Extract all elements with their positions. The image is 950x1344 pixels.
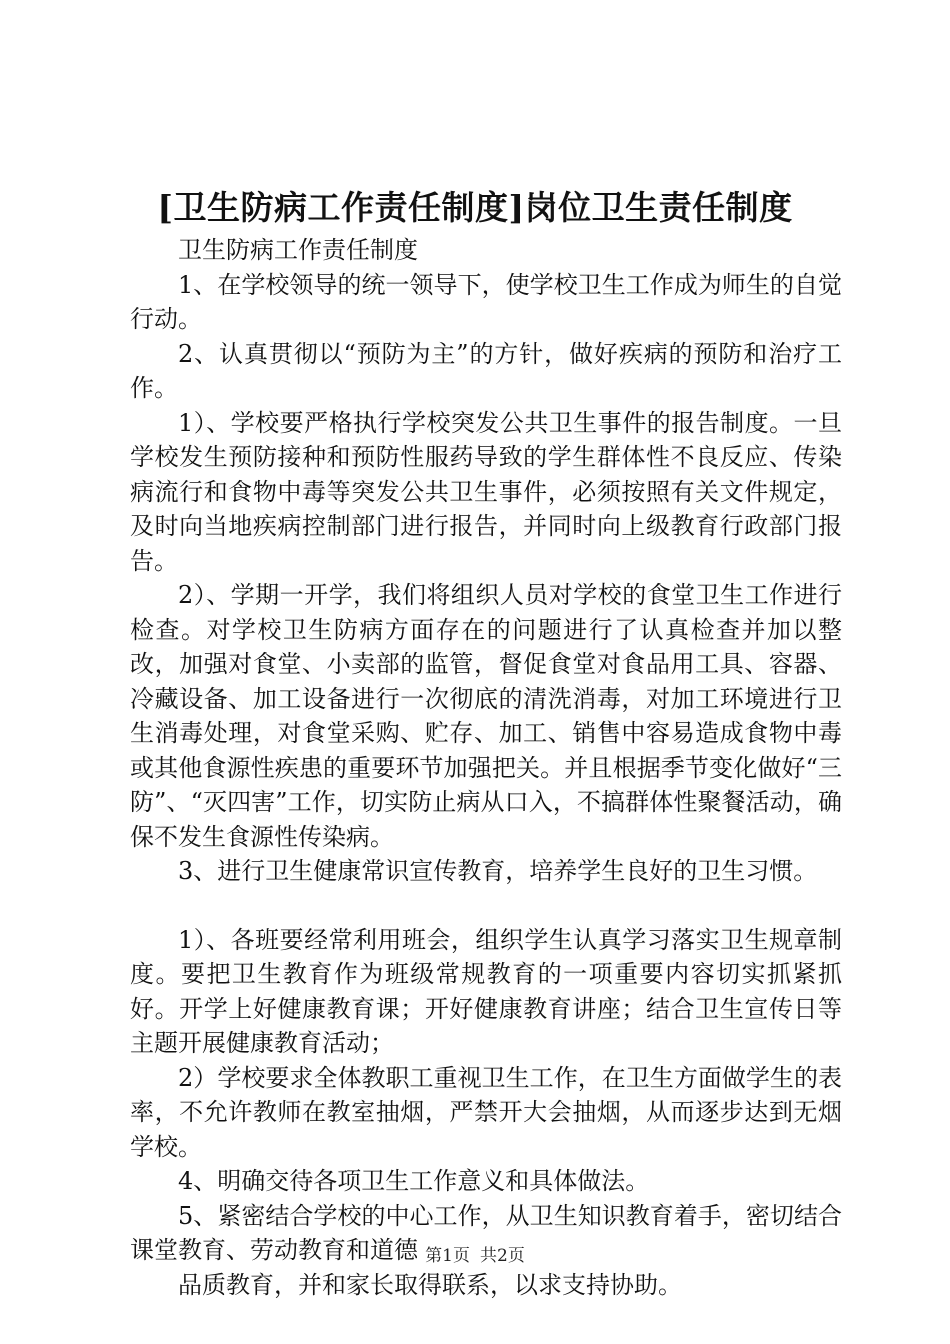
document-body [130, 233, 842, 1302]
page-total: 共2页 [480, 1246, 525, 1266]
paragraph-heading: 卫生防病工作责任制度 [178, 236, 418, 264]
paragraph-item-3-2: 2）学校要求全体教职工重视卫生工作，在卫生方面做学生的表率，不允许教师在教室抽烟，严禁开大会抽烟，从而逐步达到无烟学校。 [130, 1063, 842, 1161]
paragraph-item-3: 3、进行卫生健康常识宣传教育，培养学生良好的卫生习惯。 [178, 857, 818, 885]
paragraph-item-5: 5、紧密结合学校的中心工作，从卫生知识教育着手，密切结合课堂教育、劳动教育和道德 [130, 1201, 842, 1264]
paragraph-item-2-1: 1）、学校要严格执行学校突发公共卫生事件的报告制度。一旦学校发生预防接种和预防性服药导致的学生群体性不良反应、传染病流行和食物中毒等突发公共卫生事件，必须按照有关文件规定，及时向当地疾病控制部门进行报告，并同时向上级教育行政部门报告。 [130, 408, 842, 575]
paragraph-item-1: 1、在学校领导的统一领导下，使学校卫生工作成为师生的自觉行动。 [130, 270, 842, 333]
blank-line [130, 889, 842, 923]
paragraph-item-4: 4、明确交待各项卫生工作意义和具体做法。 [178, 1167, 650, 1195]
paragraph-item-5-continued: 品质教育，并和家长取得联系，以求支持协助。 [178, 1270, 682, 1299]
paragraph-item-3-1: 1）、各班要经常利用班会，组织学生认真学习落实卫生规章制度。要把卫生教育作为班级常规教育的一项重要内容切实抓紧抓好。开学上好健康教育课；开好健康教育讲座；结合卫生宣传日等主题开展健康教育活动； [130, 925, 842, 1057]
paragraph-item-2: 2、认真贯彻以“预防为主”的方针，做好疾病的预防和治疗工作。 [130, 339, 842, 402]
paragraph-item-2-2: 2）、学期一开学，我们将组织人员对学校的食堂卫生工作进行检查。对学校卫生防病方面存在的问题进行了认真检查并加以整改，加强对食堂、小卖部的监管，督促食堂对食品用工具、容器、冷藏设备、加工设备进行一次彻底的清洗消毒，对加工环境进行卫生消毒处理，对食堂采购、贮存、加工、销售中容易造成食物中毒或其他食源性疾患的重要环节加强把关。并且根据季节变化做好“三防”、“灭四害”工作，切实防止病从口入，不搞群体性聚餐活动，确保不发生食源性传染病。 [130, 581, 842, 851]
document-title: [卫生防病工作责任制度]岗位卫生责任制度 [157, 188, 793, 227]
page-footer [0, 1244, 950, 1268]
page-number: 第1页 [425, 1246, 470, 1266]
